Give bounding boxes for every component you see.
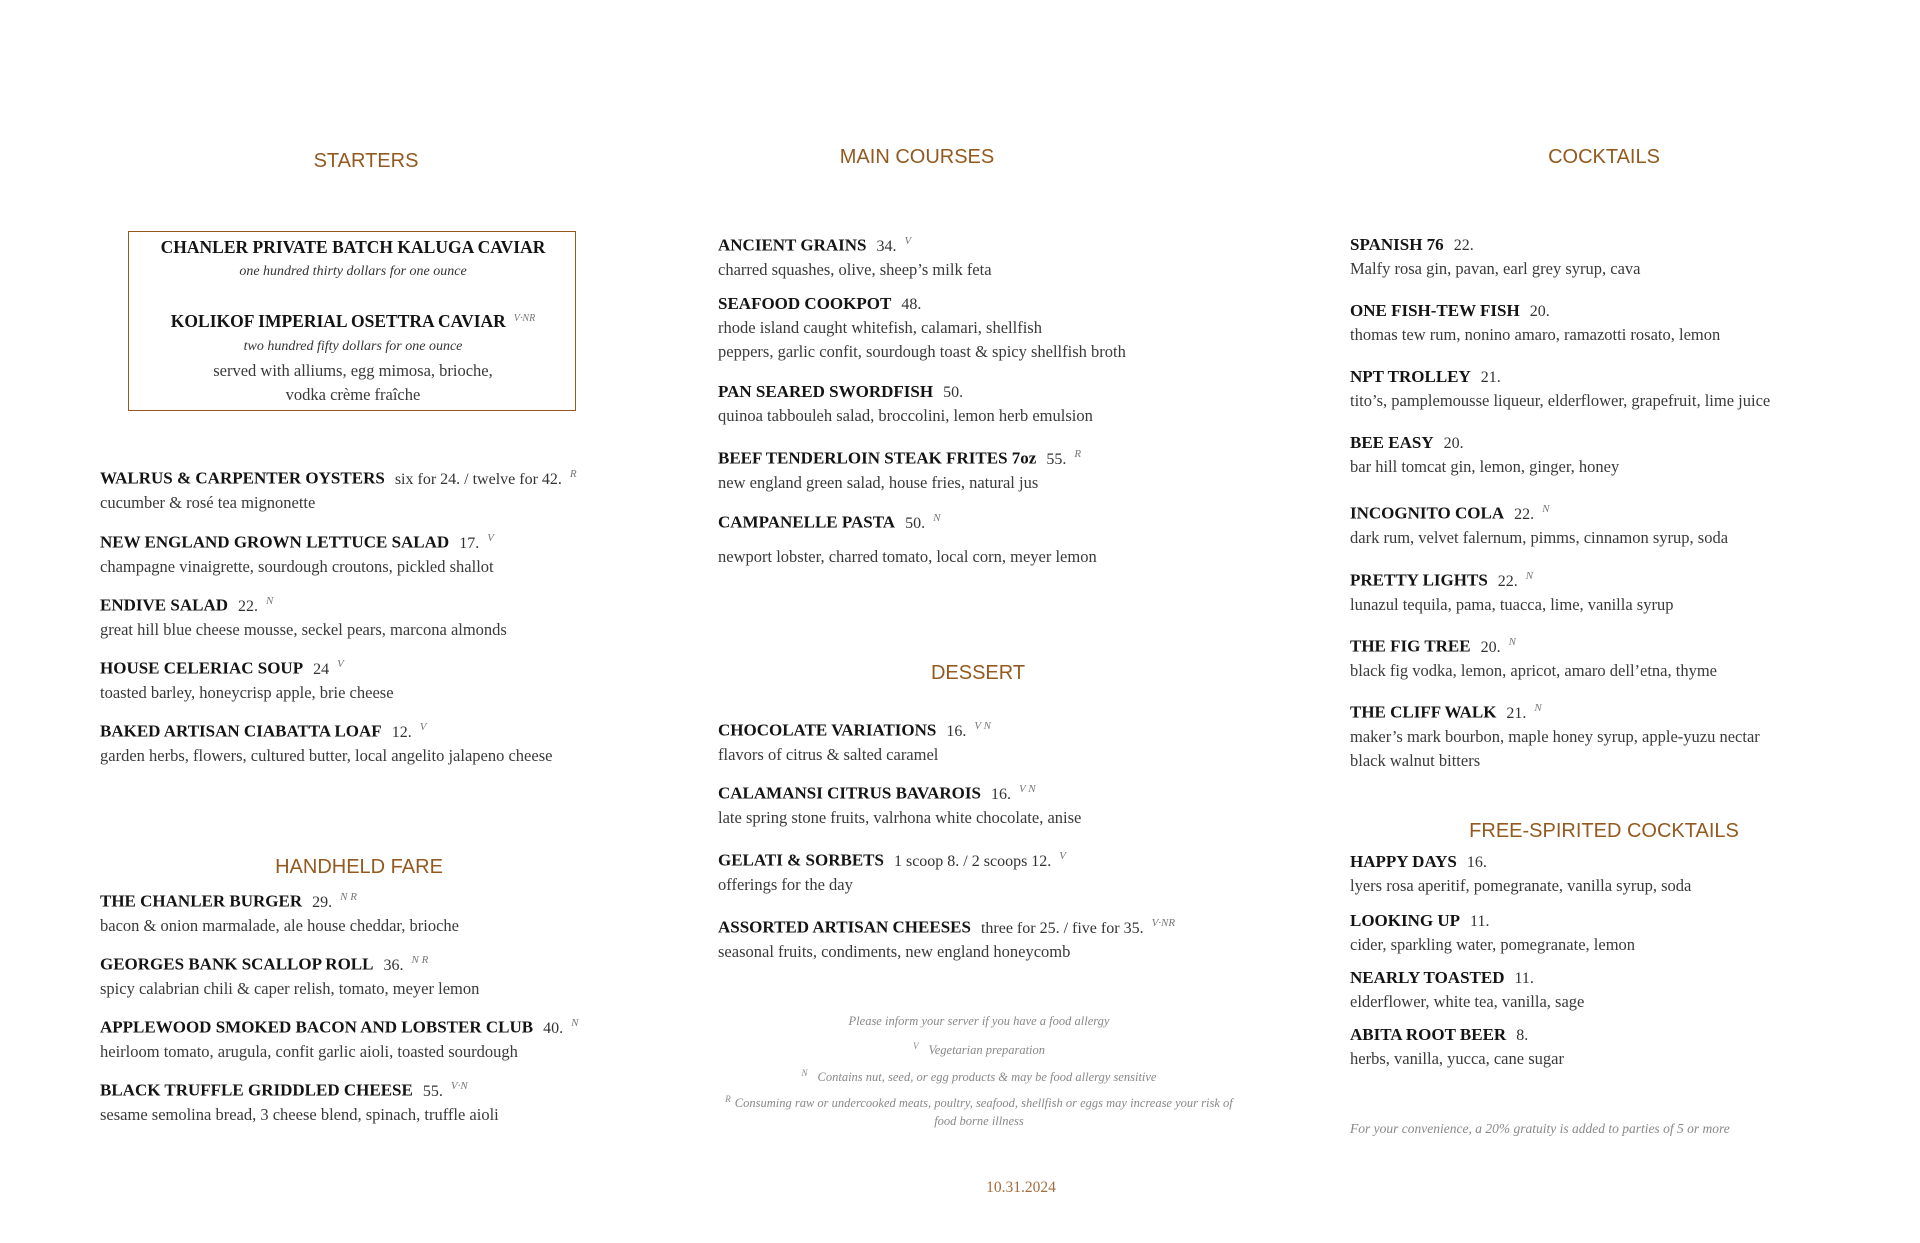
- menu-item-header: [1350, 300, 1720, 323]
- caviar-kaluga-name: CHANLER PRIVATE BATCH KALUGA CAVIAR: [160, 237, 546, 257]
- menu-item-description: toasted barley, honeycrisp apple, brie cheese: [100, 682, 394, 702]
- menu-item-name: LOOKING UP: [1350, 911, 1461, 930]
- note-r-tag: R: [725, 1094, 731, 1104]
- menu-item-description: seasonal fruits, condiments, new england honeycomb: [718, 941, 1071, 961]
- heading-handheld-fare: HANDHELD FARE: [275, 856, 443, 878]
- menu-item-name: INCOGNITO COLA: [1350, 503, 1505, 523]
- menu-item-dessert: [718, 715, 991, 767]
- menu-item-price: 16.: [1466, 854, 1487, 871]
- menu-item-header: [718, 715, 991, 743]
- menu-item-header: [1350, 565, 1673, 593]
- menu-item-price: 24: [313, 660, 330, 678]
- menu-item-header: [718, 912, 1175, 940]
- menu-item-handheld: [100, 949, 479, 1001]
- menu-item-diet-tag: N: [933, 512, 941, 524]
- menu-item-name: PRETTY LIGHTS: [1350, 570, 1488, 590]
- menu-item-description: cider, sparkling water, pomegranate, lemon: [1350, 935, 1636, 954]
- menu-item-price: 11.: [1514, 970, 1534, 987]
- menu-item-header: [1350, 1024, 1564, 1047]
- menu-item-name: ONE FISH-TEW FISH: [1350, 301, 1520, 320]
- menu-item-name: ABITA ROOT BEER: [1350, 1025, 1507, 1044]
- menu-item-dessert: [718, 778, 1081, 830]
- menu-item-price: 50.: [905, 514, 926, 532]
- menu-item-handheld: [100, 1075, 499, 1127]
- menu-item-description: spicy calabrian chili & caper relish, tomato, meyer lemon: [100, 978, 480, 998]
- menu-item-description: garden herbs, flowers, cultured butter, local angelito jalapeno cheese: [100, 745, 553, 765]
- menu-item-name: BAKED ARTISAN CIABATTA LOAF: [100, 721, 382, 741]
- menu-item-cocktails: [1350, 498, 1728, 550]
- menu-item-price: 50.: [943, 384, 964, 401]
- menu-item-starters: [100, 716, 552, 768]
- menu-item-header: [100, 527, 494, 555]
- heading-starters: STARTERS: [313, 150, 419, 172]
- menu-item-header: [718, 845, 1066, 873]
- menu-item-price: 20.: [1480, 638, 1501, 656]
- menu-item-cocktails: [1350, 631, 1717, 683]
- caviar-served-line1: served with alliums, egg mimosa, brioche,: [213, 361, 493, 380]
- menu-item-name: ENDIVE SALAD: [100, 595, 228, 615]
- menu-item-cocktails: [1350, 234, 1640, 281]
- menu-item-price: 48.: [901, 296, 922, 313]
- menu-item-header: [1350, 366, 1770, 389]
- menu-item-name: SEAFOOD COOKPOT: [718, 294, 892, 313]
- menu-item-header: [100, 716, 552, 744]
- menu-item-description: bacon & onion marmalade, ale house cheddar, brioche: [100, 915, 459, 935]
- menu-item-price: 22.: [238, 597, 258, 615]
- menu-item-name: NEARLY TOASTED: [1350, 968, 1505, 987]
- heading-free-spirited-cocktails: FREE-SPIRITED COCKTAILS: [1469, 820, 1739, 842]
- menu-item-price: 55.: [422, 1082, 443, 1100]
- menu-item-name: CHOCOLATE VARIATIONS: [718, 720, 937, 740]
- menu-item-price: 36.: [383, 956, 404, 974]
- caviar-osettra-tag: V·NR: [513, 312, 536, 324]
- menu-item-price: 40.: [543, 1019, 564, 1037]
- note-r-text-line1: Consuming raw or undercooked meats, poultry, seafood, shellfish or eggs may increase your risk of: [734, 1096, 1233, 1111]
- menu-item-description: thomas tew rum, nonino amaro, ramazotti rosato, lemon: [1350, 325, 1721, 344]
- menu-item-name: BEEF TENDERLOIN STEAK FRITES 7oz: [718, 448, 1037, 468]
- menu-item-diet-tag: N: [1508, 636, 1516, 648]
- caviar-osettra-name: KOLIKOF IMPERIAL OSETTRA CAVIAR: [170, 311, 506, 331]
- menu-item-free-spirited: [1350, 851, 1691, 898]
- menu-item-price: 55.: [1046, 450, 1067, 468]
- menu-item-dessert: [718, 845, 1066, 897]
- menu-item-description: offerings for the day: [718, 874, 853, 894]
- menu-item-diet-tag: V: [337, 658, 344, 670]
- menu-item-price: 16.: [990, 785, 1011, 803]
- menu-item-starters: [100, 527, 494, 579]
- menu-item-price: three for 25. / five for 35.: [980, 919, 1144, 937]
- menu-item-price: 22.: [1514, 505, 1535, 523]
- menu-item-header: [1350, 697, 1760, 725]
- menu-item-description: rhode island caught whitefish, calamari, shellfish: [718, 318, 1042, 337]
- menu-item-diet-tag: N: [1534, 702, 1542, 714]
- note-n-tag: N: [801, 1068, 808, 1078]
- menu-item-handheld: [100, 886, 459, 938]
- menu-item-price: 12.: [391, 723, 412, 741]
- menu-item-price: 22.: [1453, 237, 1474, 254]
- menu-item-price: 20.: [1443, 435, 1464, 452]
- menu-item-description: maker’s mark bourbon, maple honey syrup, apple-yuzu nectar: [1350, 726, 1760, 746]
- gratuity-note: For your convenience, a 20% gratuity is added to parties of 5 or more: [1350, 1121, 1730, 1136]
- menu-item-description: black fig vodka, lemon, apricot, amaro dell’etna, thyme: [1350, 660, 1717, 680]
- note-v-tag: V: [912, 1041, 919, 1051]
- note-raw-line2: food borne illness: [934, 1114, 1024, 1128]
- menu-item-cocktails: [1350, 366, 1770, 413]
- heading-cocktails: COCKTAILS: [1548, 146, 1660, 168]
- menu-item-description: dark rum, velvet falernum, pimms, cinnamon syrup, soda: [1350, 527, 1729, 547]
- menu-item-header: [1350, 234, 1640, 257]
- menu-item-header: [1350, 967, 1584, 990]
- menu-item-price: 21.: [1506, 704, 1527, 722]
- menu-item-description: tito’s, pamplemousse liqueur, elderflower, grapefruit, lime juice: [1350, 391, 1771, 410]
- note-allergy: Please inform your server if you have a food allergy: [848, 1014, 1110, 1028]
- menu-item-free-spirited: [1350, 910, 1635, 957]
- menu-item-diet-tag: N R: [340, 891, 357, 903]
- menu-item-free-spirited: [1350, 1024, 1564, 1071]
- menu-item-name: SPANISH 76: [1350, 235, 1444, 254]
- menu-item-description: herbs, vanilla, yucca, cane sugar: [1350, 1049, 1564, 1068]
- menu-item-header: [100, 1075, 499, 1103]
- menu-item-header: [718, 381, 1093, 404]
- menu-item-description: elderflower, white tea, vanilla, sage: [1350, 992, 1585, 1011]
- menu-item-diet-tag: V N: [974, 720, 991, 732]
- note-n-text: Contains nut, seed, or egg products & may be food allergy sensitive: [817, 1070, 1157, 1085]
- menu-item-cocktails: [1350, 300, 1720, 347]
- menu-item-description: quinoa tabbouleh salad, broccolini, lemon herb emulsion: [718, 406, 1093, 425]
- menu-item-name: THE FIG TREE: [1350, 636, 1471, 656]
- menu-item-description: cucumber & rosé tea mignonette: [100, 492, 316, 512]
- menu-item-description: late spring stone fruits, valrhona white chocolate, anise: [718, 807, 1082, 827]
- menu-item-cocktails: [1350, 565, 1673, 617]
- caviar-osettra-line: [129, 311, 577, 332]
- menu-item-header: [718, 778, 1081, 806]
- menu-item-name: ASSORTED ARTISAN CHEESES: [718, 917, 971, 937]
- menu-item-description: heirloom tomato, arugula, confit garlic aioli, toasted sourdough: [100, 1041, 518, 1061]
- menu-item-price: 16.: [946, 722, 967, 740]
- menu-item-description: bar hill tomcat gin, lemon, ginger, honey: [1350, 457, 1620, 476]
- caviar-osettra-price: two hundred fifty dollars for one ounce: [243, 339, 463, 354]
- menu-item-name: THE CLIFF WALK: [1350, 702, 1497, 722]
- menu-item-header: [718, 293, 1126, 316]
- menu-item-price: 17.: [459, 534, 480, 552]
- menu-item-price: 22.: [1497, 572, 1518, 590]
- menu-item-diet-tag: R: [569, 468, 577, 480]
- menu-item-starters: [100, 590, 507, 642]
- menu-item-name: BLACK TRUFFLE GRIDDLED CHEESE: [100, 1080, 413, 1100]
- menu-item-price: six for 24. / twelve for 42.: [394, 470, 562, 488]
- menu-item-header: [718, 230, 992, 258]
- menu-item-diet-tag: V·N: [450, 1080, 468, 1092]
- menu-item-description: Malfy rosa gin, pavan, earl grey syrup, cava: [1350, 259, 1641, 278]
- menu-item-name: BEE EASY: [1350, 433, 1434, 452]
- menu-item-price: 20.: [1529, 303, 1550, 320]
- menu-item-dessert: [718, 912, 1175, 964]
- menu-item-price: 8.: [1516, 1027, 1529, 1044]
- menu-item-name: THE CHANLER BURGER: [100, 891, 303, 911]
- menu-item-header: [1350, 432, 1619, 455]
- note-vegetarian: [913, 1041, 1045, 1058]
- menu-item-main-courses: [718, 507, 1097, 569]
- caviar-served-line2: vodka crème fraîche: [285, 385, 421, 404]
- menu-item-name: WALRUS & CARPENTER OYSTERS: [100, 468, 385, 488]
- menu-item-diet-tag: N R: [411, 954, 429, 966]
- menu-item-description: peppers, garlic confit, sourdough toast & spicy shellfish broth: [718, 342, 1126, 361]
- heading-main-courses: MAIN COURSES: [839, 146, 995, 168]
- menu-item-name: GEORGES BANK SCALLOP ROLL: [100, 954, 374, 974]
- menu-item-header: [718, 507, 1097, 535]
- menu-item-header: [718, 443, 1081, 471]
- menu-item-main-courses: [718, 230, 992, 282]
- menu-item-price: 21.: [1480, 369, 1501, 386]
- menu-item-description: champagne vinaigrette, sourdough croutons, pickled shallot: [100, 556, 494, 576]
- menu-item-header: [100, 653, 394, 681]
- note-raw: [725, 1094, 1233, 1111]
- menu-item-header: [100, 886, 459, 914]
- menu-item-diet-tag: N: [266, 595, 274, 607]
- menu-item-free-spirited: [1350, 967, 1584, 1014]
- menu-item-description: flavors of citrus & salted caramel: [718, 744, 939, 764]
- menu-item-price: 34.: [876, 237, 897, 255]
- menu-item-header: [100, 590, 507, 618]
- note-v-text: Vegetarian preparation: [928, 1043, 1046, 1058]
- menu-item-name: NEW ENGLAND GROWN LETTUCE SALAD: [100, 532, 450, 552]
- menu-item-diet-tag: N: [1525, 570, 1534, 582]
- menu-item-diet-tag: N: [1542, 503, 1550, 515]
- menu-item-price: 11.: [1470, 913, 1490, 930]
- menu-item-description: great hill blue cheese mousse, seckel pears, marcona almonds: [100, 619, 507, 639]
- menu-item-diet-tag: V: [487, 532, 494, 544]
- menu-item-diet-tag: V: [904, 235, 912, 247]
- menu-item-header: [1350, 910, 1635, 933]
- menu-item-name: NPT TROLLEY: [1350, 367, 1471, 386]
- menu-item-starters: [100, 463, 577, 515]
- menu-item-name: ANCIENT GRAINS: [718, 235, 867, 255]
- menu-item-diet-tag: V N: [1018, 783, 1036, 795]
- menu-item-name: CALAMANSI CITRUS BAVAROIS: [718, 783, 981, 803]
- menu-item-handheld: [100, 1012, 578, 1064]
- menu-item-diet-tag: V: [419, 721, 427, 733]
- menu-item-name: CAMPANELLE PASTA: [718, 512, 896, 532]
- menu-item-header: [100, 1012, 578, 1040]
- heading-dessert: DESSERT: [930, 662, 1026, 684]
- caviar-kaluga-price: one hundred thirty dollars for one ounce: [239, 264, 467, 279]
- menu-item-diet-tag: V·NR: [1151, 917, 1176, 929]
- caviar-box: [128, 231, 576, 411]
- menu-item-header: [100, 463, 577, 491]
- menu-item-name: HAPPY DAYS: [1350, 852, 1457, 871]
- menu-item-header: [100, 949, 479, 977]
- menu-item-header: [1350, 851, 1691, 874]
- menu-item-description: black walnut bitters: [1350, 750, 1481, 770]
- menu-item-name: APPLEWOOD SMOKED BACON AND LOBSTER CLUB: [100, 1017, 534, 1037]
- menu-item-starters: [100, 653, 394, 705]
- menu-item-name: HOUSE CELERIAC SOUP: [100, 658, 304, 678]
- menu-item-description: sesame semolina bread, 3 cheese blend, spinach, truffle aioli: [100, 1104, 499, 1124]
- menu-item-name: GELATI & SORBETS: [718, 850, 884, 870]
- menu-item-name: PAN SEARED SWORDFISH: [718, 382, 934, 401]
- menu-item-main-courses: [718, 443, 1081, 495]
- note-nut: [802, 1068, 1157, 1085]
- menu-item-main-courses: [718, 381, 1093, 428]
- menu-item-price: 1 scoop 8. / 2 scoops 12.: [893, 852, 1052, 870]
- menu-item-description: charred squashes, olive, sheep’s milk feta: [718, 259, 992, 279]
- menu-item-description: lyers rosa aperitif, pomegranate, vanilla syrup, soda: [1350, 876, 1692, 895]
- menu-item-description: lunazul tequila, pama, tuacca, lime, vanilla syrup: [1350, 594, 1674, 614]
- menu-item-cocktails: [1350, 697, 1760, 773]
- menu-item-main-courses: [718, 293, 1126, 364]
- menu-item-header: [1350, 498, 1728, 526]
- menu-item-diet-tag: V: [1059, 850, 1067, 862]
- menu-item-diet-tag: R: [1074, 448, 1082, 460]
- menu-item-cocktails: [1350, 432, 1619, 479]
- menu-item-header: [1350, 631, 1717, 659]
- menu-item-description: newport lobster, charred tomato, local corn, meyer lemon: [718, 546, 1097, 566]
- menu-date: 10.31.2024: [986, 1179, 1056, 1196]
- menu-item-description: new england green salad, house fries, natural jus: [718, 472, 1039, 492]
- menu-item-price: 29.: [312, 893, 333, 911]
- menu-item-diet-tag: N: [571, 1017, 579, 1029]
